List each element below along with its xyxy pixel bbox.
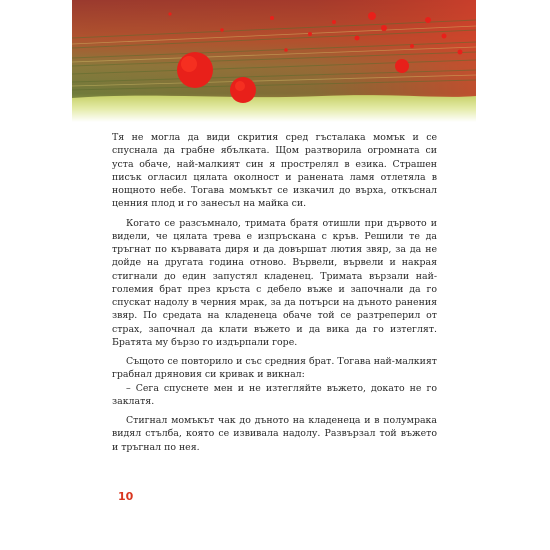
paragraph: Когато се разсъмнало, тримата братя отишли при дървото и видели, че цялата трева е изпръскана с кръв. Решили те да тръгнат по кървавата диря и да довършат лютия звяр, за да не дойде на другата година отново. Вървели, вървели и накрая стигнали до един запустял кладенец. Тримата вързали най-големия брат през кръста с дебело въже и започнали да го спускат надолу в черния мрак, за да потърси на дъното ранения звяр. По средата на кладенеца обаче той се разтреперил от страх, започнал да клати въжето и да вика да го изтеглят. Братята му бързо го издърпали горе. — [112, 217, 437, 348]
ground-band — [72, 95, 476, 122]
book-page — [72, 0, 476, 550]
page-number: 10 — [118, 490, 134, 503]
paragraph-dialogue: – Сега спуснете мен и не изтегляйте въжето, докато не го заклатя. — [112, 382, 437, 407]
illustration-grass-blood — [72, 0, 476, 122]
paragraph: Същото се повторило и със средния брат. Тогава най-малкият грабнал дряновия си кривак и викнал: — [112, 356, 437, 381]
story-text — [112, 131, 437, 454]
blood-drop-large — [177, 52, 213, 88]
paragraph: Тя не могла да види скрития сред гъсталака момък и се спуснала да грабне ябълката. Щом разтворила огромната си уста обаче, най-малкият син я прострелял в езика. Страшен писък огласил цялата околност и ранената ламя отлетяла в нощното небе. Тогава момъкът се изкачил до върха, откъснал ценния плод и го занесъл на майка си. — [112, 132, 437, 210]
red-wash — [72, 0, 476, 110]
paragraph: Стигнал момъкът чак до дъното на кладенеца и в полумрака видял стълба, която се извивала надолу. Развързал той въжето и тръгнал по нея. — [112, 415, 437, 453]
blood-drop-small — [395, 59, 409, 73]
